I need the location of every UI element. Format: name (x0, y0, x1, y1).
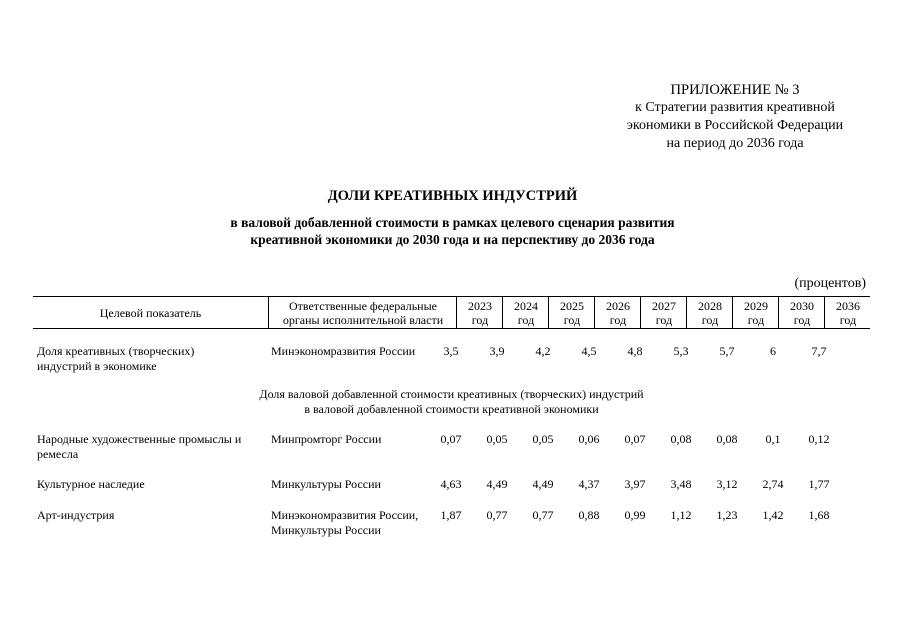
row-authority-line: Минэкономразвития России (271, 344, 416, 358)
header-year-word: год (701, 312, 719, 327)
header-year-value: 2026 (606, 298, 630, 313)
section-caption-line: в валовой добавленной стоимости креативной экономики (304, 402, 599, 416)
row-value: 4,8 (627, 344, 643, 358)
row-value: 7,7 (811, 344, 827, 358)
row-value: 1,87 (440, 508, 462, 522)
row-value: 0,07 (440, 432, 462, 446)
row-indicator (37, 432, 241, 462)
header-year-word: год (471, 312, 489, 327)
header-year-value: 2036 (836, 298, 860, 313)
row-value: 4,49 (532, 477, 554, 491)
row-indicator (37, 477, 145, 492)
header-authority-line: органы исполнительной власти (282, 312, 444, 327)
row-indicator (37, 344, 194, 374)
header-year (824, 297, 871, 328)
header-year (548, 297, 595, 328)
header-year-word: год (609, 312, 627, 327)
row-value: 0,08 (670, 432, 692, 446)
header-year-word: год (655, 312, 673, 327)
appendix-title: ПРИЛОЖЕНИЕ № 3 (670, 82, 800, 98)
units-label: (процентов) (794, 276, 866, 291)
row-value: 0,07 (624, 432, 646, 446)
header-authority (268, 297, 457, 328)
row-value: 4,5 (581, 344, 597, 358)
row-value: 5,7 (719, 344, 735, 358)
header-year (594, 297, 641, 328)
row-value: 1,12 (670, 508, 692, 522)
header-year-word: год (839, 312, 857, 327)
row-authority-line: Минпромторг России (271, 432, 382, 446)
header-year-value: 2025 (560, 298, 584, 313)
row-value: 0,77 (532, 508, 554, 522)
row-indicator-line: ремесла (37, 447, 79, 461)
document-subtitle (0, 214, 905, 248)
table-header (33, 296, 870, 329)
row-indicator-line: Доля креативных (творческих) (37, 344, 195, 358)
header-year-value: 2027 (652, 298, 676, 313)
row-value: 1,23 (716, 508, 738, 522)
appendix-line: к Стратегии развития креативной (635, 100, 835, 115)
row-value: 3,48 (670, 477, 692, 491)
row-value: 4,49 (486, 477, 508, 491)
row-authority-line: Минкультуры России (271, 523, 381, 537)
header-year-word: год (517, 312, 535, 327)
row-value: 1,68 (808, 508, 830, 522)
header-year (686, 297, 733, 328)
appendix-line: на период до 2036 года (666, 136, 804, 151)
appendix-header (588, 81, 882, 153)
header-year (732, 297, 779, 328)
row-authority-line: Минкультуры России (271, 477, 381, 491)
row-authority (271, 432, 381, 447)
header-year-word: год (793, 312, 811, 327)
row-value: 0,06 (578, 432, 600, 446)
row-value: 5,3 (673, 344, 689, 358)
row-indicator (37, 508, 114, 523)
row-value: 0,99 (624, 508, 646, 522)
row-value: 0,08 (716, 432, 738, 446)
header-year (640, 297, 687, 328)
row-value: 6 (770, 344, 776, 358)
row-indicator-line: индустрий в экономике (37, 359, 157, 373)
row-value: 0,88 (578, 508, 600, 522)
header-year-value: 2023 (468, 298, 492, 313)
row-authority (271, 477, 381, 492)
header-year-value: 2028 (698, 298, 722, 313)
section-caption (33, 387, 870, 417)
row-indicator-line: Арт-индустрия (37, 508, 115, 522)
row-authority (271, 508, 418, 538)
row-value: 1,77 (808, 477, 830, 491)
row-authority (271, 344, 415, 359)
row-indicator-line: Культурное наследие (37, 477, 145, 491)
header-year-value: 2030 (790, 298, 814, 313)
header-year-value: 2024 (514, 298, 538, 313)
header-year-word: год (747, 312, 765, 327)
row-value: 4,2 (535, 344, 551, 358)
row-value: 2,74 (762, 477, 784, 491)
subtitle-line: креативной экономики до 2030 года и на перспективу до 2036 года (250, 232, 655, 247)
section-caption-line: Доля валовой добавленной стоимости креативных (творческих) индустрий (259, 387, 644, 401)
row-value: 3,5 (443, 344, 459, 358)
row-value: 0,1 (765, 432, 781, 446)
header-indicator-label: Целевой показатель (99, 305, 202, 320)
row-value: 3,9 (489, 344, 505, 358)
row-value: 3,12 (716, 477, 738, 491)
row-value: 3,97 (624, 477, 646, 491)
row-indicator-line: Народные художественные промыслы и (37, 432, 242, 446)
row-value: 0,77 (486, 508, 508, 522)
appendix-line: экономики в Российской Федерации (626, 118, 844, 133)
header-year (502, 297, 549, 328)
row-value: 0,05 (532, 432, 554, 446)
subtitle-line: в валовой добавленной стоимости в рамках целевого сценария развития (230, 215, 675, 230)
header-year (456, 297, 503, 328)
row-authority-line: Минэкономразвития России, (271, 508, 419, 522)
row-value: 0,05 (486, 432, 508, 446)
row-value: 0,12 (808, 432, 830, 446)
header-year-value: 2029 (744, 298, 768, 313)
header-year-word: год (563, 312, 581, 327)
document-title: ДОЛИ КРЕАТИВНЫХ ИНДУСТРИЙ (327, 188, 578, 204)
header-year (778, 297, 825, 328)
row-value: 4,37 (578, 477, 600, 491)
row-value: 4,63 (440, 477, 462, 491)
header-indicator (33, 297, 268, 328)
header-authority-line: Ответственные федеральные (288, 298, 437, 313)
row-value: 1,42 (762, 508, 784, 522)
